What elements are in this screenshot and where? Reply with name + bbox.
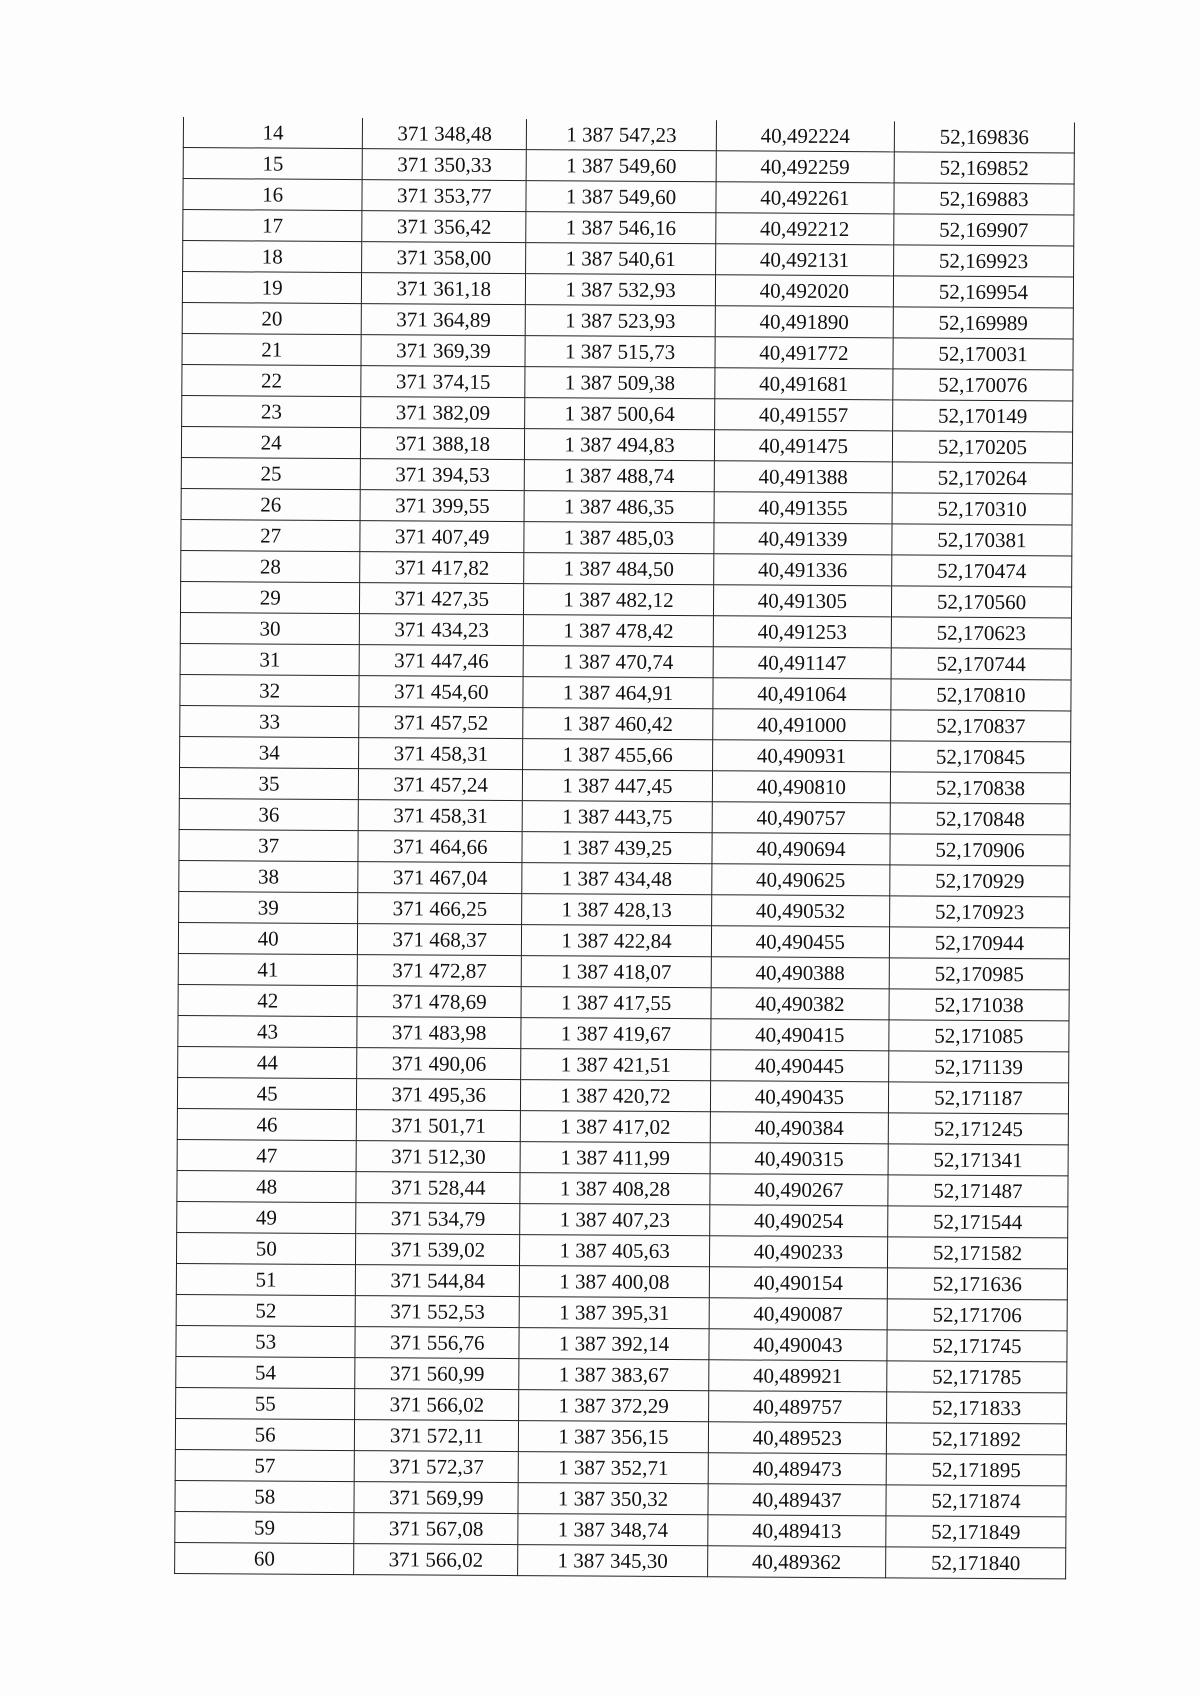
longitude-cell: 52,169883 (894, 183, 1074, 215)
y-coordinate-cell: 1 387 418,07 (521, 956, 711, 988)
x-coordinate-cell: 371 466,25 (358, 893, 522, 925)
longitude-cell: 52,171895 (886, 1454, 1066, 1486)
longitude-cell: 52,171636 (887, 1268, 1067, 1300)
longitude-cell: 52,169907 (894, 214, 1074, 246)
x-coordinate-cell: 371 361,18 (362, 273, 526, 305)
point-number-cell: 24 (181, 426, 361, 458)
latitude-cell: 40,491000 (713, 709, 891, 741)
point-number-cell: 36 (179, 798, 359, 830)
y-coordinate-cell: 1 387 405,63 (520, 1235, 710, 1267)
longitude-cell: 52,171892 (886, 1423, 1066, 1455)
x-coordinate-cell: 371 369,39 (361, 335, 525, 367)
longitude-cell: 52,171706 (887, 1299, 1067, 1331)
longitude-cell: 52,171038 (889, 989, 1069, 1021)
point-number-cell: 30 (180, 612, 360, 644)
y-coordinate-cell: 1 387 455,66 (523, 739, 713, 771)
x-coordinate-cell: 371 394,53 (361, 459, 525, 491)
latitude-cell: 40,490694 (712, 833, 890, 865)
y-coordinate-cell: 1 387 540,61 (526, 243, 716, 275)
longitude-cell: 52,170149 (893, 400, 1073, 432)
x-coordinate-cell: 371 458,31 (358, 800, 522, 832)
point-number-cell: 49 (177, 1201, 357, 1233)
point-number-cell: 37 (179, 829, 359, 861)
longitude-cell: 52,169836 (894, 121, 1074, 153)
latitude-cell: 40,490757 (712, 802, 890, 834)
latitude-cell: 40,489757 (708, 1391, 886, 1423)
x-coordinate-cell: 371 382,09 (361, 397, 525, 429)
latitude-cell: 40,491475 (714, 430, 892, 462)
latitude-cell: 40,490087 (709, 1298, 887, 1330)
x-coordinate-cell: 371 569,99 (354, 1482, 518, 1514)
x-coordinate-cell: 371 495,36 (357, 1079, 521, 1111)
longitude-cell: 52,171139 (889, 1051, 1069, 1083)
point-number-cell: 42 (178, 984, 358, 1016)
latitude-cell: 40,490810 (712, 771, 890, 803)
latitude-cell: 40,491339 (714, 523, 892, 555)
longitude-cell: 52,170205 (892, 431, 1072, 463)
x-coordinate-cell: 371 560,99 (355, 1358, 519, 1390)
x-coordinate-cell: 371 454,60 (359, 676, 523, 708)
point-number-cell: 21 (182, 333, 362, 365)
latitude-cell: 40,492259 (716, 151, 894, 183)
latitude-cell: 40,491557 (714, 399, 892, 431)
y-coordinate-cell: 1 387 443,75 (522, 801, 712, 833)
point-number-cell: 22 (182, 364, 362, 396)
longitude-cell: 52,170623 (891, 617, 1071, 649)
point-number-cell: 14 (183, 117, 363, 149)
latitude-cell: 40,489413 (708, 1515, 886, 1547)
latitude-cell: 40,491890 (715, 306, 893, 338)
longitude-cell: 52,171544 (888, 1206, 1068, 1238)
latitude-cell: 40,491305 (713, 585, 891, 617)
point-number-cell: 19 (182, 272, 362, 304)
latitude-cell: 40,489523 (708, 1422, 886, 1454)
point-number-cell: 43 (178, 1015, 358, 1047)
x-coordinate-cell: 371 356,42 (362, 211, 526, 243)
y-coordinate-cell: 1 387 485,03 (524, 522, 714, 554)
point-number-cell: 34 (180, 736, 360, 768)
x-coordinate-cell: 371 566,02 (355, 1389, 519, 1421)
latitude-cell: 40,492020 (715, 275, 893, 307)
point-number-cell: 48 (177, 1170, 357, 1202)
y-coordinate-cell: 1 387 421,51 (521, 1049, 711, 1081)
y-coordinate-cell: 1 387 494,83 (525, 429, 715, 461)
point-number-cell: 20 (182, 302, 362, 334)
point-number-cell: 52 (176, 1294, 356, 1326)
coordinates-table (174, 117, 1075, 1579)
y-coordinate-cell: 1 387 439,25 (522, 832, 712, 864)
x-coordinate-cell: 371 464,66 (358, 831, 522, 863)
point-number-cell: 15 (183, 148, 363, 180)
y-coordinate-cell: 1 387 482,12 (524, 584, 714, 616)
x-coordinate-cell: 371 556,76 (355, 1327, 519, 1359)
x-coordinate-cell: 371 467,04 (358, 862, 522, 894)
point-number-cell: 58 (175, 1480, 355, 1512)
x-coordinate-cell: 371 348,48 (363, 118, 527, 150)
latitude-cell: 40,492261 (716, 182, 894, 214)
x-coordinate-cell: 371 399,55 (360, 490, 524, 522)
y-coordinate-cell: 1 387 356,15 (519, 1421, 709, 1453)
point-number-cell: 46 (177, 1108, 357, 1140)
latitude-cell: 40,490931 (712, 740, 890, 772)
x-coordinate-cell: 371 572,37 (355, 1451, 519, 1483)
point-number-cell: 40 (178, 922, 358, 954)
point-number-cell: 16 (183, 179, 363, 211)
longitude-cell: 52,171874 (886, 1485, 1066, 1517)
latitude-cell: 40,490388 (711, 957, 889, 989)
y-coordinate-cell: 1 387 549,60 (526, 181, 716, 213)
y-coordinate-cell: 1 387 500,64 (525, 398, 715, 430)
longitude-cell: 52,171745 (887, 1330, 1067, 1362)
latitude-cell: 40,490625 (712, 864, 890, 896)
y-coordinate-cell: 1 387 532,93 (526, 274, 716, 306)
point-number-cell: 27 (181, 519, 361, 551)
y-coordinate-cell: 1 387 447,45 (523, 770, 713, 802)
x-coordinate-cell: 371 528,44 (356, 1172, 520, 1204)
y-coordinate-cell: 1 387 408,28 (520, 1173, 710, 1205)
point-number-cell: 17 (183, 210, 363, 242)
x-coordinate-cell: 371 407,49 (360, 521, 524, 553)
x-coordinate-cell: 371 539,02 (356, 1234, 520, 1266)
y-coordinate-cell: 1 387 523,93 (525, 305, 715, 337)
longitude-cell: 52,169954 (893, 276, 1073, 308)
x-coordinate-cell: 371 388,18 (361, 428, 525, 460)
y-coordinate-cell: 1 387 470,74 (523, 646, 713, 678)
longitude-cell: 52,171245 (888, 1113, 1068, 1145)
x-coordinate-cell: 371 552,53 (355, 1296, 519, 1328)
longitude-cell: 52,170906 (890, 834, 1070, 866)
longitude-cell: 52,170929 (890, 865, 1070, 897)
latitude-cell: 40,490445 (710, 1050, 888, 1082)
x-coordinate-cell: 371 427,35 (360, 583, 524, 615)
point-number-cell: 26 (181, 488, 361, 520)
longitude-cell: 52,171785 (887, 1361, 1067, 1393)
y-coordinate-cell: 1 387 488,74 (524, 460, 714, 492)
x-coordinate-cell: 371 350,33 (362, 149, 526, 181)
point-number-cell: 31 (180, 643, 360, 675)
latitude-cell: 40,490415 (711, 1019, 889, 1051)
point-number-cell: 41 (178, 953, 358, 985)
point-number-cell: 56 (175, 1418, 355, 1450)
x-coordinate-cell: 371 478,69 (357, 986, 521, 1018)
point-number-cell: 60 (175, 1542, 355, 1574)
latitude-cell: 40,490154 (709, 1267, 887, 1299)
y-coordinate-cell: 1 387 515,73 (525, 336, 715, 368)
longitude-cell: 52,169989 (893, 307, 1073, 339)
y-coordinate-cell: 1 387 383,67 (519, 1359, 709, 1391)
longitude-cell: 52,170310 (892, 493, 1072, 525)
x-coordinate-cell: 371 364,89 (362, 304, 526, 336)
point-number-cell: 51 (176, 1263, 356, 1295)
point-number-cell: 39 (179, 891, 359, 923)
y-coordinate-cell: 1 387 484,50 (524, 553, 714, 585)
x-coordinate-cell: 371 567,08 (354, 1513, 518, 1545)
latitude-cell: 40,491253 (713, 616, 891, 648)
point-number-cell: 32 (180, 674, 360, 706)
latitude-cell: 40,490233 (709, 1236, 887, 1268)
x-coordinate-cell: 371 458,31 (359, 738, 523, 770)
y-coordinate-cell: 1 387 417,02 (520, 1111, 710, 1143)
longitude-cell: 52,170838 (890, 772, 1070, 804)
x-coordinate-cell: 371 457,52 (359, 707, 523, 739)
point-number-cell: 38 (179, 860, 359, 892)
point-number-cell: 59 (175, 1511, 355, 1543)
y-coordinate-cell: 1 387 434,48 (522, 863, 712, 895)
y-coordinate-cell: 1 387 419,67 (521, 1018, 711, 1050)
longitude-cell: 52,169923 (893, 245, 1073, 277)
longitude-cell: 52,171341 (888, 1144, 1068, 1176)
x-coordinate-cell: 371 512,30 (356, 1141, 520, 1173)
point-number-cell: 25 (181, 457, 361, 489)
y-coordinate-cell: 1 387 400,08 (520, 1266, 710, 1298)
latitude-cell: 40,490043 (709, 1329, 887, 1361)
point-number-cell: 18 (183, 241, 363, 273)
longitude-cell: 52,170381 (892, 524, 1072, 556)
latitude-cell: 40,490384 (710, 1112, 888, 1144)
longitude-cell: 52,170031 (893, 338, 1073, 370)
longitude-cell: 52,170845 (890, 741, 1070, 773)
latitude-cell: 40,490267 (710, 1174, 888, 1206)
point-number-cell: 57 (175, 1449, 355, 1481)
longitude-cell: 52,170985 (889, 958, 1069, 990)
y-coordinate-cell: 1 387 428,13 (522, 894, 712, 926)
x-coordinate-cell: 371 447,46 (359, 645, 523, 677)
longitude-cell: 52,171833 (886, 1392, 1066, 1424)
point-number-cell: 53 (176, 1325, 356, 1357)
longitude-cell: 52,171582 (887, 1237, 1067, 1269)
latitude-cell: 40,492212 (716, 213, 894, 245)
x-coordinate-cell: 371 483,98 (357, 1017, 521, 1049)
x-coordinate-cell: 371 353,77 (362, 180, 526, 212)
longitude-cell: 52,171085 (889, 1020, 1069, 1052)
latitude-cell: 40,491147 (713, 647, 891, 679)
point-number-cell: 47 (177, 1139, 357, 1171)
y-coordinate-cell: 1 387 486,35 (524, 491, 714, 523)
y-coordinate-cell: 1 387 422,84 (522, 925, 712, 957)
x-coordinate-cell: 371 434,23 (360, 614, 524, 646)
point-number-cell: 45 (177, 1077, 357, 1109)
longitude-cell: 52,170474 (892, 555, 1072, 587)
latitude-cell: 40,491064 (713, 678, 891, 710)
point-number-cell: 54 (176, 1356, 356, 1388)
longitude-cell: 52,170944 (889, 927, 1069, 959)
x-coordinate-cell: 371 566,02 (354, 1544, 518, 1576)
x-coordinate-cell: 371 468,37 (358, 924, 522, 956)
longitude-cell: 52,170076 (893, 369, 1073, 401)
x-coordinate-cell: 371 472,87 (358, 955, 522, 987)
point-number-cell: 23 (182, 395, 362, 427)
latitude-cell: 40,489473 (708, 1453, 886, 1485)
longitude-cell: 52,170923 (889, 896, 1069, 928)
point-number-cell: 50 (176, 1232, 356, 1264)
latitude-cell: 40,490254 (710, 1205, 888, 1237)
latitude-cell: 40,491681 (715, 368, 893, 400)
y-coordinate-cell: 1 387 417,55 (521, 987, 711, 1019)
longitude-cell: 52,170848 (890, 803, 1070, 835)
longitude-cell: 52,171187 (888, 1082, 1068, 1114)
longitude-cell: 52,170744 (891, 648, 1071, 680)
y-coordinate-cell: 1 387 464,91 (523, 677, 713, 709)
y-coordinate-cell: 1 387 372,29 (519, 1390, 709, 1422)
y-coordinate-cell: 1 387 460,42 (523, 708, 713, 740)
x-coordinate-cell: 371 572,11 (355, 1420, 519, 1452)
x-coordinate-cell: 371 358,00 (362, 242, 526, 274)
latitude-cell: 40,490382 (711, 988, 889, 1020)
latitude-cell: 40,491388 (714, 461, 892, 493)
y-coordinate-cell: 1 387 407,23 (520, 1204, 710, 1236)
y-coordinate-cell: 1 387 395,31 (519, 1297, 709, 1329)
latitude-cell: 40,492224 (716, 120, 894, 152)
latitude-cell: 40,491355 (714, 492, 892, 524)
point-number-cell: 44 (178, 1046, 358, 1078)
y-coordinate-cell: 1 387 546,16 (526, 212, 716, 244)
longitude-cell: 52,170264 (892, 462, 1072, 494)
y-coordinate-cell: 1 387 411,99 (520, 1142, 710, 1174)
x-coordinate-cell: 371 501,71 (357, 1110, 521, 1142)
longitude-cell: 52,169852 (894, 152, 1074, 184)
latitude-cell: 40,491336 (713, 554, 891, 586)
y-coordinate-cell: 1 387 549,60 (526, 150, 716, 182)
latitude-cell: 40,489921 (709, 1360, 887, 1392)
x-coordinate-cell: 371 544,84 (356, 1265, 520, 1297)
x-coordinate-cell: 371 417,82 (360, 552, 524, 584)
y-coordinate-cell: 1 387 350,32 (518, 1483, 708, 1515)
y-coordinate-cell: 1 387 392,14 (519, 1328, 709, 1360)
point-number-cell: 28 (181, 550, 361, 582)
coordinates-table-body (175, 117, 1075, 1579)
y-coordinate-cell: 1 387 345,30 (518, 1545, 708, 1577)
latitude-cell: 40,491772 (715, 337, 893, 369)
point-number-cell: 33 (180, 705, 360, 737)
y-coordinate-cell: 1 387 509,38 (525, 367, 715, 399)
point-number-cell: 29 (180, 581, 360, 613)
x-coordinate-cell: 371 374,15 (361, 366, 525, 398)
longitude-cell: 52,171840 (885, 1547, 1065, 1579)
x-coordinate-cell: 371 490,06 (357, 1048, 521, 1080)
latitude-cell: 40,490315 (710, 1143, 888, 1175)
y-coordinate-cell: 1 387 352,71 (518, 1452, 708, 1484)
point-number-cell: 55 (176, 1387, 356, 1419)
y-coordinate-cell: 1 387 478,42 (524, 615, 714, 647)
longitude-cell: 52,171487 (888, 1175, 1068, 1207)
latitude-cell: 40,489437 (708, 1484, 886, 1516)
longitude-cell: 52,170810 (891, 679, 1071, 711)
latitude-cell: 40,490435 (710, 1081, 888, 1113)
x-coordinate-cell: 371 457,24 (359, 769, 523, 801)
y-coordinate-cell: 1 387 348,74 (518, 1514, 708, 1546)
longitude-cell: 52,170837 (891, 710, 1071, 742)
x-coordinate-cell: 371 534,79 (356, 1203, 520, 1235)
latitude-cell: 40,492131 (715, 244, 893, 276)
table-row (175, 1542, 1066, 1578)
longitude-cell: 52,171849 (886, 1516, 1066, 1548)
latitude-cell: 40,490455 (711, 926, 889, 958)
longitude-cell: 52,170560 (891, 586, 1071, 618)
point-number-cell: 35 (179, 767, 359, 799)
y-coordinate-cell: 1 387 547,23 (527, 119, 717, 151)
latitude-cell: 40,490532 (711, 895, 889, 927)
y-coordinate-cell: 1 387 420,72 (521, 1080, 711, 1112)
latitude-cell: 40,489362 (707, 1546, 885, 1578)
